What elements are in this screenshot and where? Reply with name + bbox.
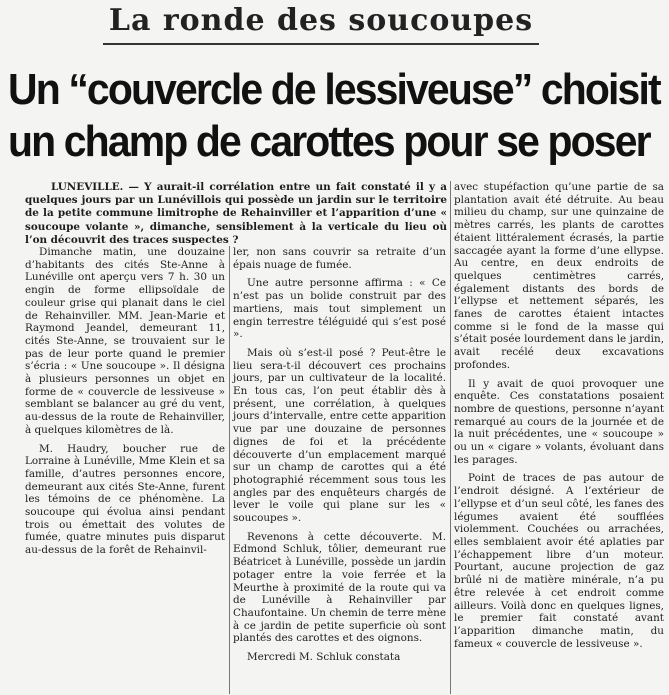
column-1: [25, 246, 225, 563]
headline-line-2: un champ de carottes pour se poser: [8, 117, 650, 166]
headline-line-1: Un “couvercle de lessiveuse” choisit: [8, 65, 660, 114]
lead-text: LUNEVILLE. — Y aurait-il corrélation entre un fait constaté il y a quelques jours par un Lunévillois qui possède un jardin sur le territoire de la petite commune limitrophe de Rehainviller et l’apparition d’une « soucoupe volante », dimanche, sensiblement à la verticale du lieu où l’on découvrit des traces suspectes ?: [25, 181, 447, 246]
col2-paragraph-3: Mais où s’est-il posé ? Peut-être le lieu sera-t-il découvert ces prochains jours, par un cultivateur de la localité. En tous cas, l’on peut établir dès à présent, une corrélation, à quelques jours d’intervalle, entre cette apparition vue par une douzaine de personnes dignes de foi et la précédente découverte d’un emplacement marqué sur un champ de carottes qui a été photographié récemment sous tous les angles par des enquêteurs chargés de lever le voile qui plane sur les « soucoupes ».: [233, 346, 446, 525]
col1-paragraph-2: M. Haudry, boucher rue de Lorraine à Lunéville, Mme Klein et sa famille, d’autres personnes encore, demeurant aux cités Ste-Anne, furent les témoins de ce phénomène. La soucoupe qui évolua ainsi pendant trois ou émettait des volutes de fumée, quatre minutes puis disparut au-dessus de la forêt de Rehainvil-: [25, 442, 225, 557]
col3-paragraph-3: Point de traces de pas autour de l’endroit désigné. A l’extérieur de l’ellypse et d’un seul côté, les fanes des légumes avaient été soufflées violemment. Couchées ou arrachées, elles semblaient avoir été aplaties par l’échappement libre d’un moteur. Pourtant, aucune projection de gaz brûlé ni de matière minérale, n’a pu être relevée à cet endroit comme ailleurs. Voilà donc en quelques lignes, le premier fait constaté avant l’apparition dimanche matin, du fameux « couvercle de lessiveuse ».: [454, 472, 664, 650]
column-divider-2: [450, 181, 451, 694]
col2-paragraph-5: Mercredi M. Schluk constata: [247, 651, 401, 664]
column-2: [233, 246, 446, 670]
column-3: [454, 181, 664, 656]
column-divider-1: [229, 246, 230, 694]
headline: [8, 64, 660, 168]
col3-paragraph-2: Il y avait de quoi provoquer une enquête. Ces constatations posaient nombre de questions, personne n’ayant remarqué au cours de la journée et de la nuit précédentes, une « soucoupe » ou un « cigare » volants, évoluant dans les parages.: [454, 377, 664, 466]
col1-paragraph-1: Dimanche matin, une douzaine d’habitants des cités Ste-Anne à Lunéville ont aperçu vers 7 h. 30 un engin de forme ellipsoïdale de couleur grise qui planait dans le ciel de Rehainviller. MM. Jean-Marie et Raymond Jeandel, demeurant 11, cités Ste-Anne, se trouvaient sur le pas de leur porte quand le premier s’écria : « Une soucoupe ». Il désigna à plusieurs personnes un objet en forme de « couvercle de lessiveuse » semblant se balancer au gré du vent, au-dessus de la route de Rehainviller, à quelques kilomètres de là.: [25, 246, 225, 436]
col2-paragraph-4: Revenons à cette découverte. M. Edmond Schluk, tôlier, demeurant rue Béatricet à Lunéville, possède un jardin potager entre la voie ferrée et la Meurthe à proximité de la route qui va de Lunéville à Rehainviller par Chaufontaine. Un chemin de terre mène à ce jardin de petite superficie où sont plantés des carottes et des oignons.: [233, 530, 446, 645]
col3-paragraph-1: avec stupéfaction qu’une partie de sa plantation avait été détruite. Au beau milieu du champ, sur une quinzaine de mètres carrés, les plants de carottes étaient littéralement écrasés, la partie saccagée ayant la forme d’une ellypse. Au centre, en deux endroits de quelques centimètres carrés, également distants des bords de l’ellypse et nettement séparés, les fanes de carottes étaient intactes comme si le fond de la masse qui s’était posée lourdement dans le jardin, avait recélé deux excavations profondes.: [454, 181, 664, 371]
kicker-underline: [103, 43, 539, 45]
lead-paragraph: [25, 181, 447, 253]
kicker-title: La ronde des soucoupes: [108, 3, 534, 38]
kicker-block: [103, 2, 539, 45]
col2-paragraph-2: Une autre personne affirma : « Ce n’est pas un bolide construit par des martiens, mais tout simplement un engin terrestre téléguidé qui s’est posé ».: [233, 277, 446, 341]
col2-paragraph-1: ler, non sans couvrir sa retraite d’un épais nuage de fumée.: [233, 246, 446, 271]
